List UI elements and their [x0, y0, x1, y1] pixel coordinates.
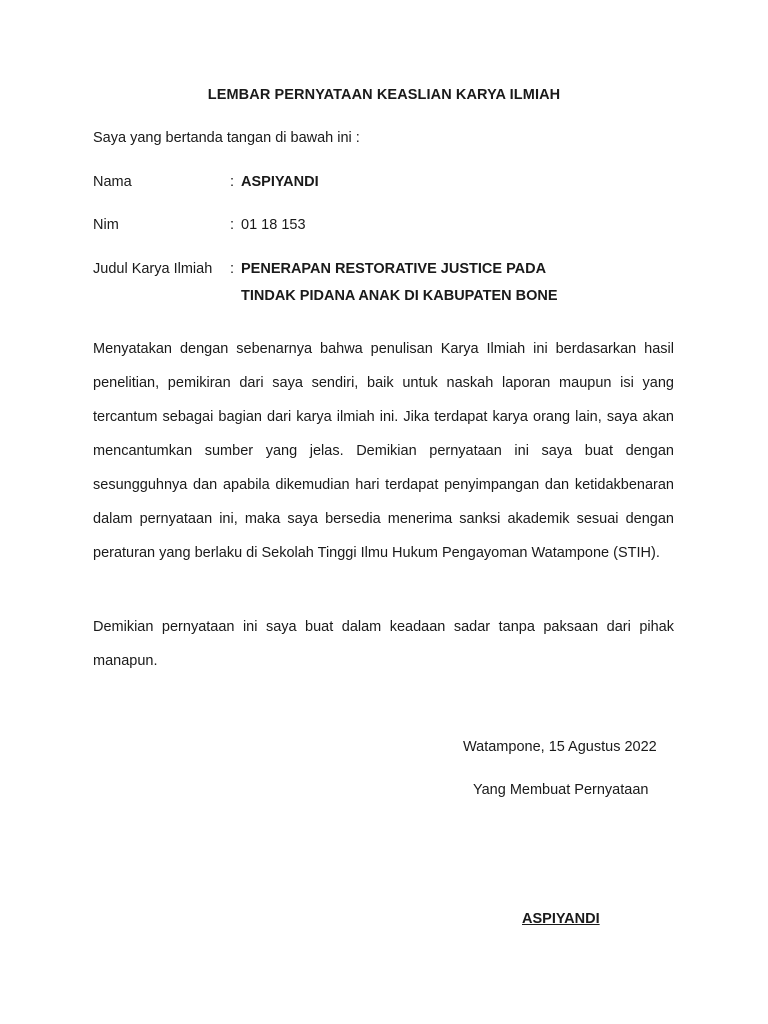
statement-paragraph: Menyatakan dengan sebenarnya bahwa penulisan Karya Ilmiah ini berdasarkan hasil penelitian, pemikiran dari saya sendiri, baik untuk naskah laporan maupun isi yang tercantum sebagai bagian dari karya ilmiah ini. Jika terdapat karya orang lain, saya akan mencantumkan sumber yang jelas. Demikian pernyataan ini saya buat dengan sesungguhnya dan apabila dikemudian hari terdapat penyimpangan dan ketidakbenaran dalam pernyataan ini, maka saya bersedia menerima sanksi akademik sesuai dengan peraturan yang berlaku di Sekolah Tinggi Ilmu Hukum Pengayoman Watampone (STIH). [93, 341, 674, 561]
field-value-judul-line2: TINDAK PIDANA ANAK DI KABUPATEN BONE [241, 288, 558, 304]
field-label-nim: Nim [93, 217, 119, 233]
signer-name: ASPIYANDI [522, 911, 600, 927]
field-value-nama: ASPIYANDI [241, 174, 319, 190]
field-separator: : [230, 217, 235, 233]
intro-text: Saya yang bertanda tangan di bawah ini : [93, 130, 360, 146]
field-value-nim: 01 18 153 [241, 217, 306, 233]
closing-paragraph: Demikian pernyataan ini saya buat dalam keadaan sadar tanpa paksaan dari pihak manapun. [93, 619, 674, 669]
field-label-judul: Judul Karya Ilmiah [93, 261, 213, 277]
maker-label: Yang Membuat Pernyataan [473, 782, 649, 798]
field-separator: : [230, 174, 235, 190]
document-title: LEMBAR PERNYATAAN KEASLIAN KARYA ILMIAH [207, 87, 561, 103]
field-separator: : [230, 261, 235, 277]
field-label-nama: Nama [93, 174, 132, 190]
field-value-judul-line1: PENERAPAN RESTORATIVE JUSTICE PADA [241, 261, 547, 277]
place-date: Watampone, 15 Agustus 2022 [463, 739, 657, 755]
